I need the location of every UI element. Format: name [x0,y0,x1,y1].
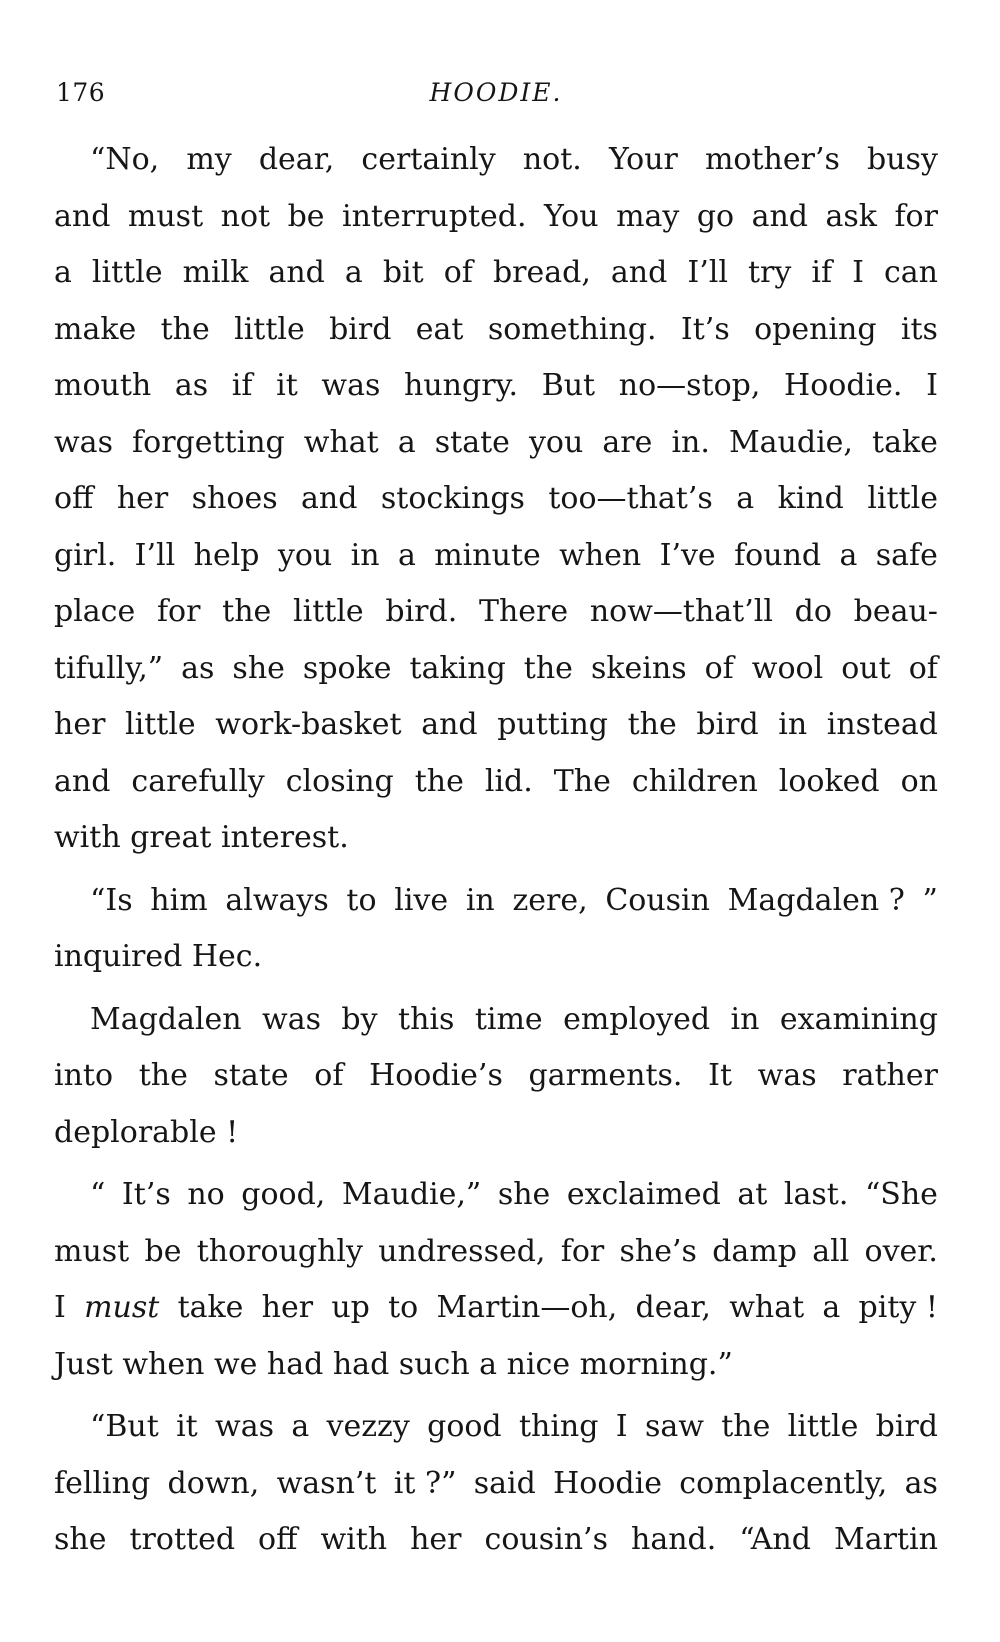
text-line [54,1399,938,1456]
word: spoke [302,650,392,686]
word: undressed, [378,1233,546,1269]
word: in [350,537,380,573]
word: her [410,1522,462,1557]
word: of [908,650,938,686]
word: of [704,650,734,686]
word: forgetting [132,424,285,460]
running-title: HOODIE. [429,78,563,107]
word: kind [777,481,844,516]
word: bit [382,255,424,290]
word: as [174,368,209,403]
word: I’ll [134,537,176,573]
word: for [156,594,201,629]
word: the [523,650,573,686]
text-line [54,471,938,528]
word: was [757,1058,817,1093]
word: Maudie,” [341,1177,482,1212]
word: said [473,1465,536,1501]
word: do [794,594,832,629]
word: a [291,1409,310,1444]
word: in [778,707,808,742]
word: too—that’s [548,481,713,516]
word: a [54,255,72,290]
word: pity ! [858,1290,938,1325]
word: a [822,1290,841,1325]
word: as [181,650,215,686]
word: at [737,1177,768,1212]
word: exclaimed [566,1177,721,1212]
word: dear, [635,1290,711,1325]
word: It [708,1058,732,1093]
word: safe [875,537,938,573]
word: when [559,537,642,573]
word: can [883,255,938,290]
word: Magdalen ? [727,882,905,918]
word: bird [696,707,759,742]
word: must [84,1290,160,1325]
word: her [54,707,106,742]
word: certainly [361,142,496,177]
word: state [213,1058,289,1093]
word: girl. [54,537,117,573]
word: take [872,424,938,460]
word: “ [90,1177,106,1212]
word: and [268,255,325,290]
paragraph [54,1399,938,1569]
text-line [54,1280,938,1337]
word: But [541,368,596,403]
word: I [615,1409,628,1444]
text-line [54,415,938,472]
word: was [54,424,113,460]
word: saw [644,1409,704,1444]
word: good, [241,1177,326,1212]
word: the [138,1058,188,1093]
word: good [427,1409,502,1444]
word: eat [415,311,464,347]
word: stockings [380,481,525,516]
word: a [736,481,755,516]
word: opening [754,311,877,347]
word: in [465,882,495,918]
word: taking [409,650,506,686]
word: a [344,255,363,290]
word: little [234,311,305,347]
word: the [222,594,272,629]
word: It’s [680,311,730,347]
word: she [232,650,285,686]
text-line: inquired Hec. [54,939,263,974]
word: must [54,1233,130,1269]
word: be [287,198,325,234]
word: Magdalen [90,1001,242,1037]
word: with [320,1522,388,1557]
word: off [54,481,94,516]
word: of [314,1058,344,1093]
word: state [434,424,510,460]
word: It’s [121,1177,171,1212]
word: the [627,707,677,742]
word: skeins [590,650,687,686]
word: was [321,368,381,403]
text-line: Just when we had had such a nice morning.” [54,1346,733,1382]
word: examining [779,1001,938,1037]
word: thoroughly [196,1233,363,1269]
word: must [127,198,204,234]
word: if [811,255,833,290]
word: off [258,1522,298,1557]
word: over. [864,1233,938,1269]
word: Hoodie [553,1465,662,1501]
word: down, [167,1465,260,1501]
text-line: with great interest. [54,820,349,855]
text-line [54,992,938,1049]
word: putting [497,707,608,742]
page-header [56,78,936,114]
word: all [812,1233,850,1269]
text-line [54,245,938,302]
word: it [176,1409,198,1444]
word: on [900,763,938,799]
word: Martin—oh, [436,1290,618,1325]
word: time [474,1001,543,1037]
word: last. [783,1177,849,1212]
word: “Is [90,882,133,918]
paragraph [54,873,938,986]
word: bird. [385,594,458,629]
word: looked [778,763,880,799]
word: her [261,1290,314,1325]
word: mouth [54,368,152,403]
word: tifully,” [54,650,164,686]
word: Maudie, [728,424,853,460]
text-line [54,873,938,930]
text-line [54,302,938,359]
word: go [696,198,735,234]
word: him [150,882,208,918]
word: found [734,537,822,573]
word: Hoodie’s [369,1058,503,1093]
paragraph [54,1167,938,1393]
text-line [54,641,938,698]
word: up [331,1290,370,1325]
word: and [610,255,668,290]
word: cousin’s [484,1522,608,1557]
word: There [478,594,569,629]
word: vezzy [326,1409,410,1444]
word: thing [518,1409,599,1444]
word: little [125,707,196,742]
word: not. [522,142,582,177]
body-text [54,132,938,1569]
word: bird [875,1409,938,1444]
word: I [926,368,938,403]
word: are [602,424,653,460]
word: the [160,311,210,347]
word: little [293,594,364,629]
text-line: deplorable ! [54,1114,239,1150]
word: hungry. [404,368,519,403]
text-line [54,1224,938,1281]
word: bread, [492,255,591,290]
word: bird [329,311,392,347]
word: a [397,424,416,460]
word: Martin [833,1522,938,1557]
word: wool [751,650,824,686]
word: for [894,198,938,234]
word: not [220,198,271,234]
word: in. [671,424,710,460]
word: she [54,1522,107,1557]
word: into [54,1058,114,1093]
text-line [54,584,938,641]
word: You [543,198,599,234]
word: you [528,424,584,460]
word: shoes [191,481,278,516]
word: for [560,1233,605,1269]
word: ask [825,198,877,234]
word: of [443,255,473,290]
word: lid. [484,763,533,799]
word: as [904,1465,938,1501]
word: busy [867,142,938,177]
word: help [193,537,260,573]
word: Hoodie. [784,368,903,403]
word: out [841,650,891,686]
text-line [54,1512,938,1569]
word: its [900,311,938,347]
word: interrupted. [342,198,527,234]
word: her [116,481,169,516]
paragraph [54,132,938,867]
word: instead [826,707,938,742]
word: wasn’t [276,1465,377,1501]
text-line [54,697,938,754]
word: try [747,255,792,290]
word: always [225,882,329,918]
word: little [91,255,163,290]
word: was [262,1001,321,1037]
word: “But [90,1409,159,1444]
text-line [54,132,938,189]
word: trotted [129,1522,236,1557]
word: now—that’ll [589,594,773,629]
word: the [414,763,464,799]
word: I’ll [687,255,728,290]
word: “And [739,1522,811,1557]
word: felling [54,1465,151,1501]
word: and [54,763,111,799]
word: children [631,763,758,799]
word: hand. [631,1522,717,1557]
word: it ?” [393,1465,457,1501]
word: minute [434,537,541,573]
word: dear, [258,142,335,177]
word: closing [285,763,394,799]
word: “She [864,1177,938,1212]
word: my [186,142,232,177]
word: no [187,1177,225,1212]
word: in [730,1001,760,1037]
word: Cousin [605,882,710,918]
word: no—stop, [618,368,761,403]
word: damp [712,1233,797,1269]
text-line [54,528,938,585]
word: employed [563,1001,711,1037]
word: and [751,198,808,234]
word: beau- [853,594,938,629]
word: zere, [512,882,588,918]
word: if [231,368,253,403]
word: it [276,368,298,403]
word: may [616,198,680,234]
word: carefully [131,763,265,799]
word: something. [487,311,657,347]
word: little [787,1409,859,1444]
word: you [277,537,333,573]
word: take [177,1290,244,1325]
word: Your [608,142,678,177]
word: rather [842,1058,938,1093]
word: what [303,424,379,460]
word: The [553,763,611,799]
word: I [852,255,864,290]
word: was [215,1409,275,1444]
word: make [54,311,137,347]
word: a [839,537,858,573]
text-line [54,1048,938,1105]
word: complacently, [679,1465,888,1501]
page-number: 176 [56,78,106,107]
word: milk [182,255,249,290]
word: to [346,882,377,918]
word: work-basket [215,707,402,742]
word: she [497,1177,551,1212]
text-line [54,1456,938,1513]
word: I [54,1290,66,1325]
word: little [867,481,938,516]
word: mother’s [704,142,840,177]
word: be [144,1233,182,1269]
paragraph [54,992,938,1162]
word: she’s [619,1233,697,1269]
word: to [388,1290,419,1325]
word: what [729,1290,805,1325]
word: “No, [90,142,160,177]
word: ” [922,882,938,918]
word: this [398,1001,455,1037]
word: garments. [528,1058,683,1093]
word: by [341,1001,378,1037]
word: a [397,537,416,573]
text-line [54,358,938,415]
word: I’ve [659,537,716,573]
word: and [54,198,111,234]
word: live [394,882,449,918]
word: and [301,481,358,516]
text-line [54,1167,938,1224]
word: place [54,594,136,629]
text-line [54,754,938,811]
word: the [721,1409,771,1444]
word: and [421,707,478,742]
text-line [54,189,938,246]
